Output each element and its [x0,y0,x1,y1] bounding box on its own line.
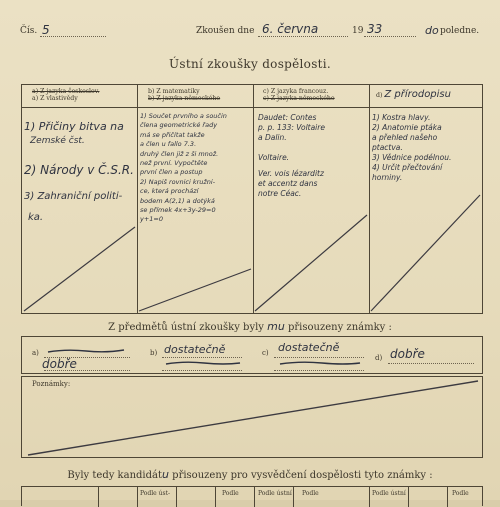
time-suffix: poledne. [440,26,480,36]
year-prefix: 19 [352,26,364,36]
cancel-strokes [22,85,482,313]
bottom-header: Podle [452,490,469,497]
col-d-header: d) Z přírodopisu [376,89,451,100]
date-value: 6. června [262,22,319,36]
year-value: 33 [367,22,383,36]
grades-row [21,336,483,374]
page-title: Ústní zkoušky dospělosti. [168,57,332,71]
col-d-entries: 1) Kostra hlavy. 2) Anatomie ptáka a přehled našeho ptactva. 3) Vědnice podélnou. 4) Určit přečtování horniny. [372,113,452,182]
time-value: do [425,24,439,37]
grade-b-value: dostatečně [164,343,226,356]
col-a-entry: 3) Zahraniční politi- [24,191,123,202]
col-a-entry: 1) Přičiny bitva na [24,120,124,133]
bottom-header: Podle [222,490,239,497]
bottom-header: Podle [302,490,319,497]
grade-c-letter: c) [262,349,269,357]
grade-d-letter: d) [375,354,383,362]
col-b-entries: 1) Součet prvního a součin člena geometrické řady má se přičítat takže a člen u fallo 7.3. druhý člen již z ši množ. než první. Vypočtěte první člen a postup 2) Napiš rovnici kružni- ce, která prochází bodem A(2,1) a dotýká se přímek 4x+3y-29=0 y+1=0 [140,112,227,224]
col-b-header: b) Z matematiky b) Z jazyka německého [148,88,221,102]
col-a-header: a) Z jazyka českoslov. a) Z vlastivědy [32,88,100,102]
bottom-header: Podle ústní [372,490,406,497]
notes-cancel-stroke [22,377,482,457]
col-c-header: c) Z jazyka francouz. c) Z jazyka německého [263,88,335,102]
bottom-header: Podle úst- [140,490,171,497]
notes-box [21,376,483,458]
grade-d-value: dobře [390,347,425,361]
final-statement: Byly tedy kandidátu přisouzeny pro vysvědčení dospělosti tyto známky : [67,468,433,481]
cis-value: 5 [42,23,50,37]
notes-label: Poznámky: [32,380,71,388]
grade-c-stroke [278,358,362,370]
cis-label: Čís. [20,26,38,36]
grade-a-value: dobře [42,357,77,371]
final-grades-table [21,486,483,506]
grade-a-stroke [46,343,126,357]
col-a-entry: 2) Národy v Č.S.R. [24,163,134,177]
zkousen-label: Zkoušen dne [196,26,255,36]
grade-b-letter: b) [150,349,158,357]
col-a-entry: ka. [28,212,44,223]
grade-c-value: dostatečně [278,341,340,354]
bottom-header: Podle ústní [258,490,292,497]
col-a-entry: Zemské čst. [30,136,85,146]
grade-a-letter: a) [32,349,39,357]
grades-title: Z předmětů ústní zkoušky byly mu přisouzeny známky : [108,320,392,333]
col-c-entries: Daudet: Contes p. p. 133: Voltaire a Dalin. Voltaire. Ver. vois lézarditz et accentz dans notre Céac. [258,113,325,198]
exam-subjects-table [21,84,483,314]
grade-b-stroke [164,358,242,370]
